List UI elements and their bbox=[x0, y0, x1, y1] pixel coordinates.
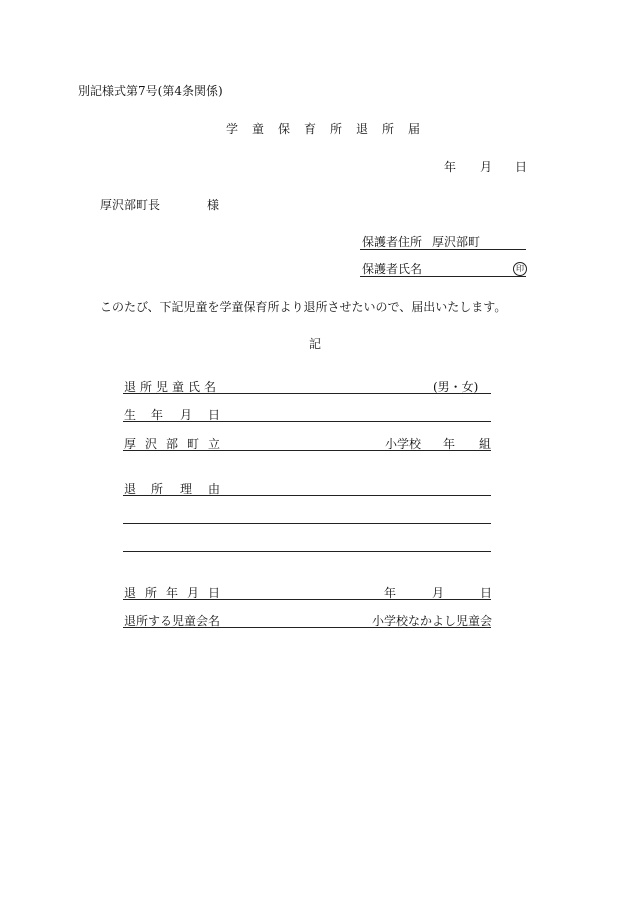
school-suffix: 小学校 bbox=[385, 437, 422, 451]
school-label-3: 部 bbox=[166, 437, 179, 451]
child-name-label: 退所児童氏名 bbox=[124, 380, 221, 394]
withdraw-date-label-2: 所 bbox=[145, 586, 158, 600]
form-number: 別記様式第7号(第4条関係) bbox=[78, 84, 223, 98]
withdraw-year: 年 bbox=[384, 586, 397, 600]
guardian-address-label: 保護者住所 bbox=[362, 235, 423, 249]
gender-select: (男・女) bbox=[433, 380, 479, 394]
reason-line-3 bbox=[123, 551, 491, 552]
date-month: 月 bbox=[480, 160, 493, 174]
addressee-honorific: 様 bbox=[207, 198, 220, 212]
reason-label-1: 退 bbox=[124, 482, 137, 496]
reason-label-3: 理 bbox=[180, 482, 193, 496]
withdraw-date-label-4: 月 bbox=[187, 586, 200, 600]
guardian-address-line bbox=[360, 249, 526, 250]
ki-heading: 記 bbox=[309, 337, 322, 351]
school-label-2: 沢 bbox=[145, 437, 158, 451]
reason-label-4: 由 bbox=[208, 482, 221, 496]
class-label: 組 bbox=[479, 437, 492, 451]
birth-label-2: 年 bbox=[151, 408, 164, 422]
withdraw-day: 日 bbox=[480, 586, 493, 600]
reason-line-1 bbox=[123, 495, 491, 496]
birth-label-1: 生 bbox=[124, 408, 137, 422]
school-label-5: 立 bbox=[208, 437, 221, 451]
page-title: 学童保育所退所届 bbox=[226, 122, 435, 136]
birth-label-4: 日 bbox=[208, 408, 221, 422]
withdraw-month: 月 bbox=[432, 586, 445, 600]
school-line bbox=[123, 450, 491, 451]
school-label-4: 町 bbox=[187, 437, 200, 451]
birth-label-3: 月 bbox=[180, 408, 193, 422]
grade-label: 年 bbox=[443, 437, 456, 451]
withdraw-date-label-5: 日 bbox=[208, 586, 221, 600]
reason-line-2 bbox=[123, 523, 491, 524]
date-day: 日 bbox=[515, 160, 528, 174]
birth-line bbox=[123, 421, 491, 422]
withdraw-date-label-3: 年 bbox=[166, 586, 179, 600]
withdraw-date-line bbox=[123, 599, 491, 600]
addressee-name: 厚沢部町長 bbox=[100, 198, 161, 212]
school-label-1: 厚 bbox=[124, 437, 137, 451]
club-value: 小学校なかよし児童会 bbox=[372, 614, 493, 628]
child-name-line bbox=[123, 393, 491, 394]
guardian-name-line bbox=[360, 276, 526, 277]
guardian-name-label: 保護者氏名 bbox=[362, 262, 423, 276]
reason-label-2: 所 bbox=[151, 482, 164, 496]
body-text: このたび、下記児童を学童保育所より退所させたいので、届出いたします。 bbox=[100, 300, 507, 314]
seal-icon: 印 bbox=[513, 262, 527, 276]
guardian-address-value: 厚沢部町 bbox=[432, 235, 481, 249]
withdraw-date-label-1: 退 bbox=[124, 586, 137, 600]
date-year: 年 bbox=[444, 160, 457, 174]
club-label: 退所する児童会名 bbox=[124, 614, 221, 628]
club-line bbox=[123, 627, 491, 628]
